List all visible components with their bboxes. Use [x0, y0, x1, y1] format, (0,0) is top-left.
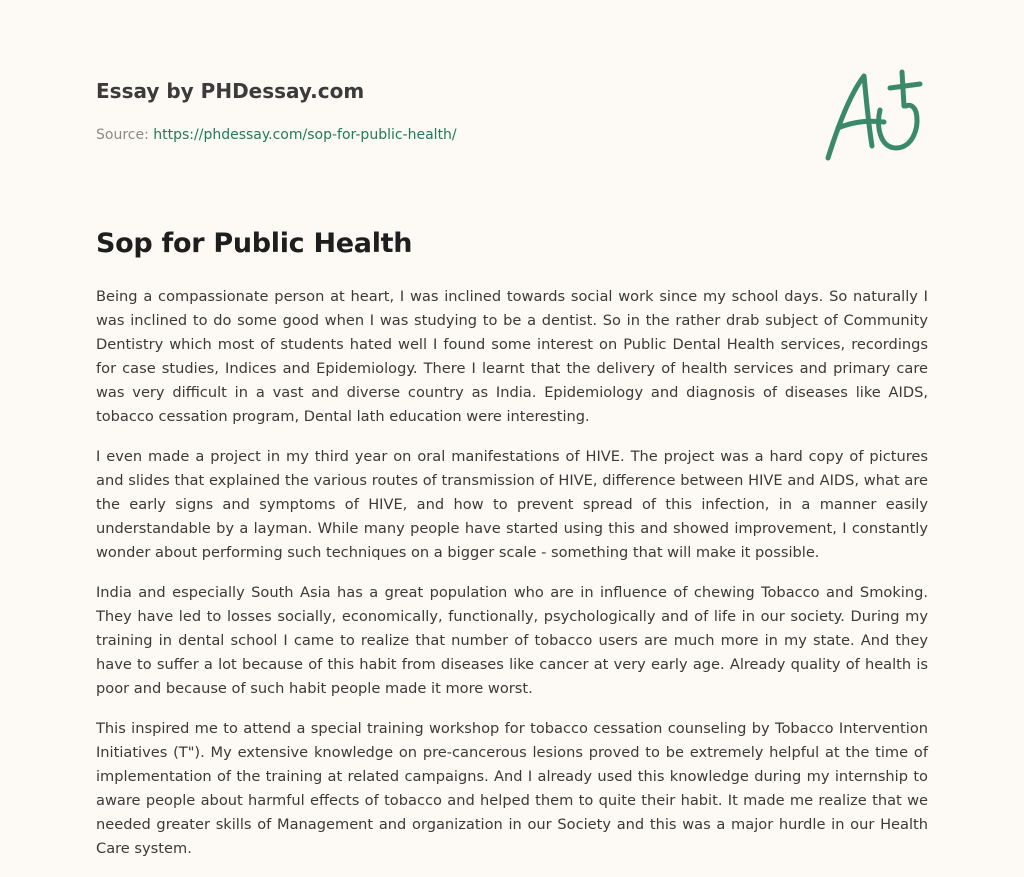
essay-body	[96, 285, 928, 877]
essay-paragraph: This inspired me to attend a special training workshop for tobacco cessation counseling by Tobacco Intervention Initiatives (T"). My extensive knowledge on pre-cancerous lesions proved to be extremely helpful at the time of implementation of the training at related campaigns. And I already used this knowledge during my internship to aware people about harmful effects of tobacco and helped them to quite their habit. It made me realize that we needed greater skills of Management and organization in our Society and this was a major hurdle in our Health Care system.	[96, 720, 928, 857]
essay-paragraph: I even made a project in my third year on oral manifestations of HIVE. The project was a hard copy of pictures and slides that explained the various routes of transmission of HIVE, difference between HIVE and AIDS, what are the early signs and symptoms of HIVE, and how to prevent spread of this infection, in a manner easily understandable by a layman. While many people have started using this and showed improvement, I constantly wonder about performing such techniques on a bigger scale - something that will make it possible.	[96, 448, 928, 561]
source-label: Source:	[96, 127, 154, 143]
essay-title: Sop for Public Health	[96, 228, 413, 259]
essay-paragraph: Being a compassionate person at heart, I was inclined towards social work since my school days. So naturally I was inclined to do some good when I was studying to be a dentist. So in the rather drab subject of Community Dentistry which most of students hated well I found some interest on Public Dental Health services, recordings for case studies, Indices and Epidemiology. There I learnt that the delivery of health services and primary care was very difficult in a vast and diverse country as India. Epidemiology and diagnosis of diseases like AIDS, tobacco cessation program, Dental lath education were interesting.	[96, 288, 928, 425]
essay-paragraph: India and especially South Asia has a great population who are in influence of chewing Tobacco and Smoking. They have led to losses socially, economically, functionally, psychologically and of life in our society. During my training in dental school I came to realize that number of tobacco users are much more in my state. And they have to suffer a lot because of this habit from diseases like cancer at very early age. Already quality of health is poor and because of such habit people made it more worst.	[96, 584, 928, 697]
source-line	[96, 126, 796, 144]
source-link[interactable]: https://phdessay.com/sop-for-public-health/	[153, 127, 457, 143]
page-header	[96, 78, 796, 144]
a-plus-logo-icon	[818, 66, 930, 166]
brand-title: Essay by PHDessay.com	[96, 79, 365, 103]
